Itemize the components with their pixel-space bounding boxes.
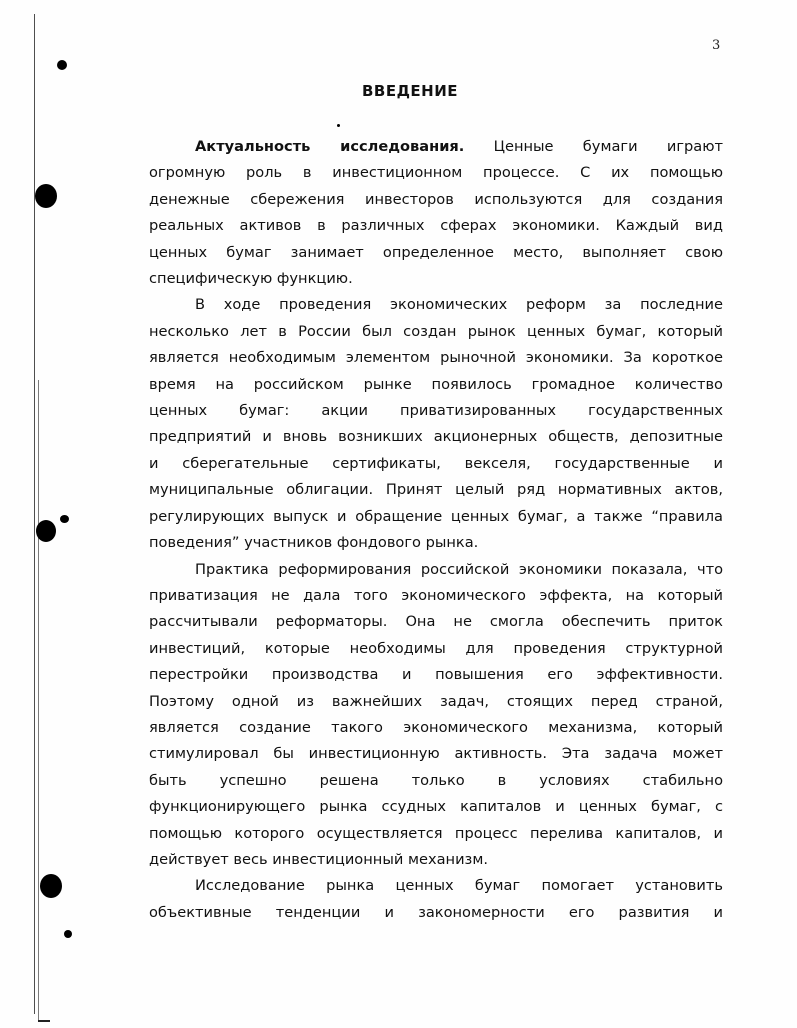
paragraph-line: помощью которого осуществляется процесс перелива капиталов, и: [149, 824, 723, 842]
paragraph-line: перестройки производства и повышения его эффективности.: [149, 666, 723, 684]
paragraph-2: [149, 292, 723, 556]
paragraph-line: огромную роль в инвестиционном процессе. С их помощью: [149, 164, 723, 182]
paragraph-line: В ходе проведения экономических реформ за последние: [195, 296, 723, 314]
paragraph-line: специфическую функцию.: [149, 270, 353, 288]
paragraph-line: Исследование рынка ценных бумаг помогает установить: [195, 877, 723, 895]
paragraph-1: [149, 134, 723, 292]
paragraph-line: является создание такого экономического механизма, который: [149, 718, 723, 736]
paragraph-lead: Актуальность исследования.: [195, 138, 465, 155]
page-title: ВВЕДЕНИЕ: [361, 82, 459, 100]
paragraph-line: приватизация не дала того экономического эффекта, на который: [149, 586, 723, 604]
paragraph-line: Поэтому одной из важнейших задач, стоящих перед страной,: [149, 692, 723, 710]
punch-hole-1: [35, 184, 57, 208]
paragraph-line: инвестиций, которые необходимы для проведения структурной: [149, 639, 723, 657]
paragraph-line: быть успешно решена только в условиях стабильно: [149, 771, 723, 789]
paragraph-line: ценных бумаг: акции приватизированных государственных: [149, 402, 723, 420]
paragraph-4: [149, 873, 723, 926]
scan-speck: [337, 124, 340, 127]
paragraph-line: время на российском рынке появилось громадное количество: [149, 375, 723, 393]
paragraph-line: функционирующего рынка ссудных капиталов и ценных бумаг, с: [149, 798, 723, 816]
document-body: [149, 134, 723, 926]
paragraph-line: стимулировал бы инвестиционную активность. Эта задача может: [149, 745, 723, 763]
paragraph-line: и сберегательные сертификаты, векселя, государственные и: [149, 454, 723, 472]
paragraph-line: Актуальность исследования. Ценные бумаги играют: [195, 138, 723, 155]
paragraph-line: является необходимым элементом рыночной экономики. За короткое: [149, 349, 723, 367]
scan-speck: [60, 515, 69, 523]
scan-edge-line-secondary: [38, 380, 39, 1020]
paragraph-line: ценных бумаг занимает определенное место, выполняет свою: [149, 243, 723, 261]
paragraph-line: действует весь инвестиционный механизм.: [149, 850, 488, 868]
punch-hole-3: [40, 874, 62, 898]
paragraph-3: [149, 557, 723, 874]
paragraph-line: реальных активов в различных сферах экономики. Каждый вид: [149, 217, 723, 235]
scan-speck: [64, 930, 72, 938]
paragraph-line: поведения” участников фондового рынка.: [149, 534, 479, 552]
paragraph-line: муниципальные облигации. Принят целый ряд нормативных актов,: [149, 481, 723, 499]
punch-hole-2: [36, 520, 56, 542]
scan-edge-line: [34, 14, 35, 1014]
scan-speck: [57, 60, 67, 70]
paragraph-line: объективные тенденции и закономерности его развития и: [149, 903, 723, 921]
page-number: 3: [712, 38, 721, 53]
paragraph-line: Практика реформирования российской экономики показала, что: [195, 560, 723, 578]
paragraph-line: рассчитывали реформаторы. Она не смогла обеспечить приток: [149, 613, 723, 631]
paragraph-line: предприятий и вновь возникших акционерных обществ, депозитные: [149, 428, 723, 446]
paragraph-line: денежные сбережения инвесторов используются для создания: [149, 190, 723, 208]
paragraph-line: несколько лет в России был создан рынок ценных бумаг, который: [149, 322, 723, 340]
scan-edge-hook: [38, 1020, 50, 1022]
paragraph-line: регулирующих выпуск и обращение ценных бумаг, а также “правила: [149, 507, 723, 525]
